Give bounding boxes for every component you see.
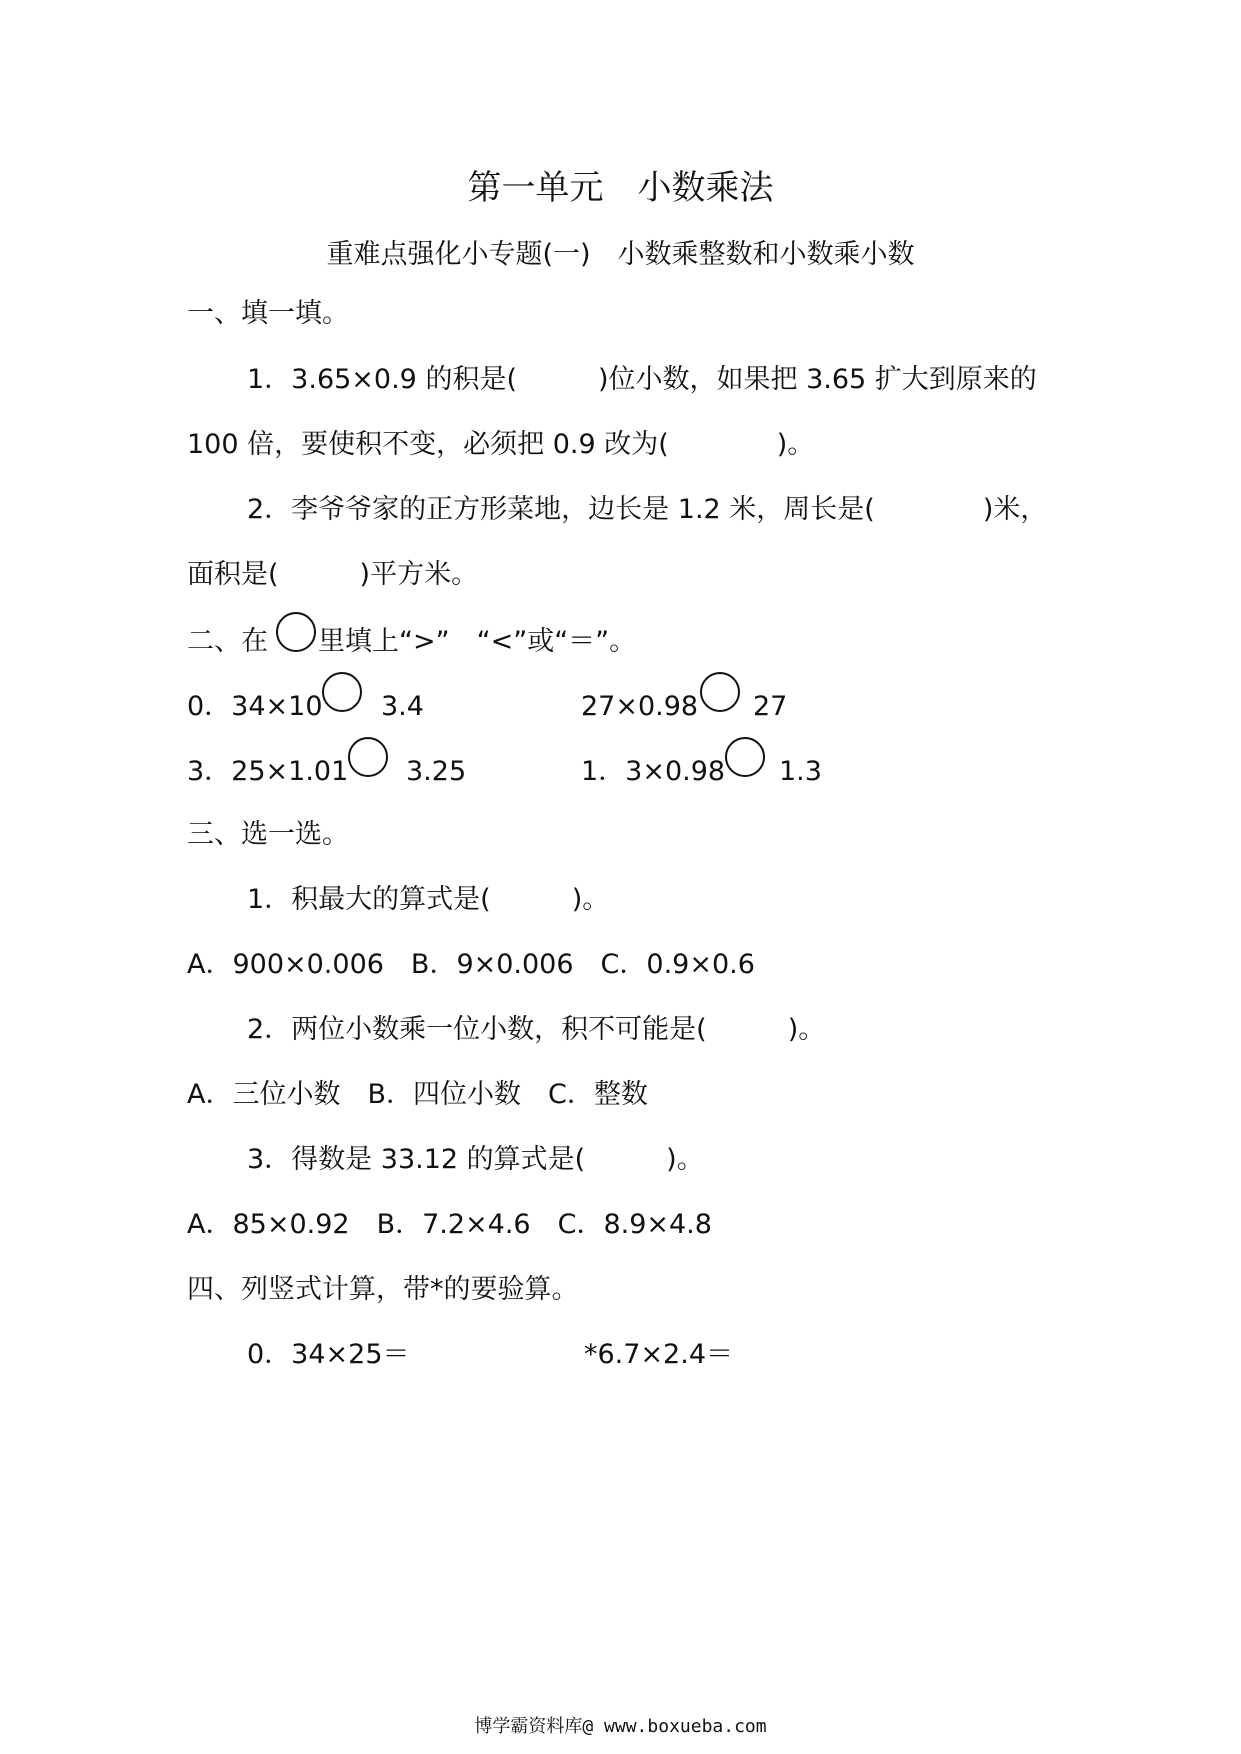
compare-circle-icon[interactable] <box>322 672 362 712</box>
section-2-heading-pre: 二、在 <box>187 626 268 657</box>
page-subtitle: 重难点强化小专题(一) 小数乘整数和小数乘小数 <box>326 239 915 270</box>
compare-circle-icon[interactable] <box>700 672 740 712</box>
compare-circle-icon <box>276 612 316 652</box>
s3-q1-options: A．900×0.006 B．9×0.006 C．0.9×0.6 <box>187 949 755 980</box>
s3-q1: 1．积最大的算式是( )。 <box>247 884 610 915</box>
compare-right: 3.25 <box>406 756 467 787</box>
compare-right: 3.4 <box>381 691 424 722</box>
compare-circle-icon[interactable] <box>348 737 388 777</box>
compare-left: 0．34×10 <box>187 691 323 722</box>
section-3-heading: 三、选一选。 <box>187 819 349 850</box>
s3-q3: 3．得数是 33.12 的算式是( )。 <box>247 1144 704 1175</box>
section-4-heading: 四、列竖式计算，带*的要验算。 <box>187 1274 579 1305</box>
s3-q2: 2．两位小数乘一位小数，积不可能是( )。 <box>247 1014 826 1045</box>
s1-q1-line1: 1．3.65×0.9 的积是( )位小数，如果把 3.65 扩大到原来的 <box>247 364 1037 395</box>
calc-item: *6.7×2.4＝ <box>584 1339 734 1370</box>
compare-right: 27 <box>753 691 788 722</box>
s1-q1-line2: 100 倍，要使积不变，必须把 0.9 改为( )。 <box>187 429 815 460</box>
compare-left: 27×0.98 <box>581 691 699 722</box>
compare-left: 1．3×0.98 <box>581 756 726 787</box>
calc-item: 0．34×25＝ <box>247 1339 410 1370</box>
section-2-heading-post: 里填上“>” “<”或“＝”。 <box>318 626 637 657</box>
compare-left: 3．25×1.01 <box>187 756 349 787</box>
page-title: 第一单元 小数乘法 <box>467 168 774 208</box>
s3-q3-options: A．85×0.92 B．7.2×4.6 C．8.9×4.8 <box>187 1209 712 1240</box>
s3-q2-options: A．三位小数 B．四位小数 C．整数 <box>187 1079 648 1110</box>
compare-circle-icon[interactable] <box>725 737 765 777</box>
s1-q2-line1: 2．李爷爷家的正方形菜地，边长是 1.2 米，周长是( )米， <box>247 494 1048 525</box>
compare-right: 1.3 <box>779 756 822 787</box>
section-1-heading: 一、填一填。 <box>187 298 349 329</box>
footer-watermark: 博学霸资料库@ www.boxueba.com <box>474 1716 767 1737</box>
s1-q2-line2: 面积是( )平方米。 <box>187 559 479 590</box>
